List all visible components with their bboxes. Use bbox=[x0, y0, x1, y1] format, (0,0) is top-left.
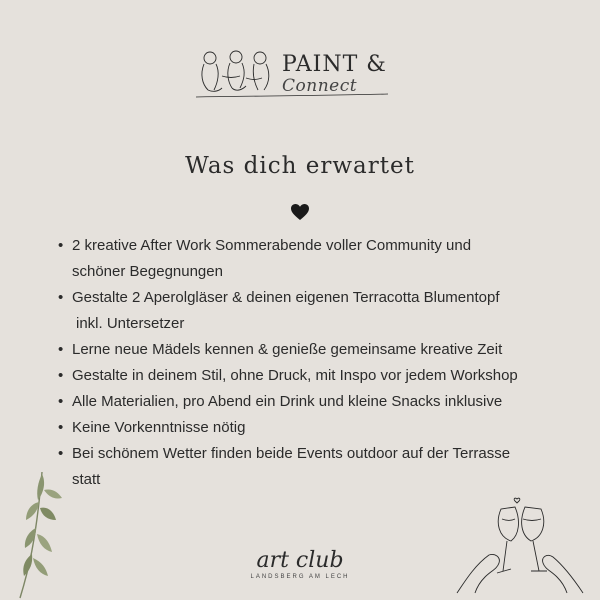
list-item-text: Alle Materialien, pro Abend ein Drink und kleine Snacks inklusive bbox=[72, 393, 503, 410]
logo-paint-text: PAINT & bbox=[282, 52, 387, 77]
page-title: Was dich erwartet bbox=[185, 153, 415, 179]
list-item bbox=[60, 285, 555, 337]
list-item bbox=[60, 233, 555, 285]
list-item-text: Lerne neue Mädels kennen & genieße gemeinsame kreative Zeit bbox=[72, 341, 503, 358]
art-club-logo bbox=[0, 550, 600, 580]
list-item bbox=[60, 337, 555, 363]
art-club-location: LANDSBERG AM LECH bbox=[250, 574, 350, 580]
list-item bbox=[60, 415, 555, 441]
list-item-text: Bei schönem Wetter finden beide Events outdoor auf der Terrasse bbox=[72, 445, 511, 462]
list-item bbox=[60, 363, 555, 389]
list-item bbox=[60, 441, 555, 493]
toasting-glasses-icon bbox=[455, 495, 585, 595]
list-item-text: Keine Vorkenntnisse nötig bbox=[72, 419, 246, 436]
logo-connect-text: Connect bbox=[282, 76, 358, 96]
list-item-text: Gestalte in deinem Stil, ohne Druck, mit Inspo vor jedem Workshop bbox=[72, 367, 518, 384]
list-item-text: Gestalte 2 Aperolgläser & deinen eigenen Terracotta Blumentopf bbox=[72, 289, 500, 306]
list-item-text-cont: schöner Begegnungen bbox=[72, 263, 223, 280]
list-item-text-cont: inkl. Untersetzer bbox=[76, 315, 185, 332]
list-item bbox=[60, 389, 555, 415]
list-item-text-cont: statt bbox=[72, 471, 101, 488]
heart-icon bbox=[290, 203, 310, 221]
list-item-text: 2 kreative After Work Sommerabende voller Community und bbox=[72, 237, 472, 254]
logo-underline-icon bbox=[192, 92, 392, 100]
women-line-art-icon bbox=[192, 48, 280, 96]
paint-connect-logo bbox=[192, 44, 392, 104]
art-club-brand: art club bbox=[256, 548, 344, 573]
feature-list bbox=[60, 233, 555, 493]
